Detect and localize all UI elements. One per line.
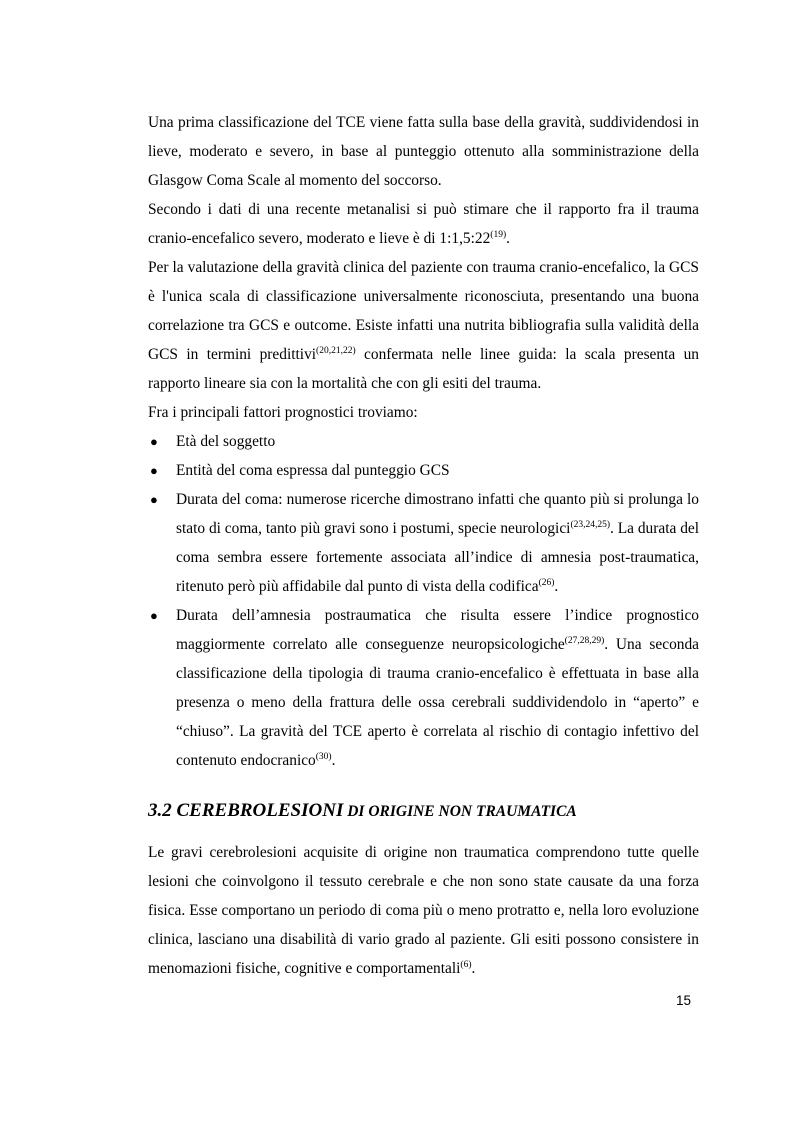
list-item-text: Età del soggetto bbox=[176, 433, 276, 450]
list-item-text: . Una seconda classificazione della tipologia di trauma cranio-encefalico è effettuata in base alla presenza o meno della frattura delle ossa cerebrali suddividendolo in “aperto” e “chiuso”. La gravità del TCE aperto è correlata al rischio di contagio infettivo del contenuto endocranico bbox=[176, 636, 699, 769]
list-item bbox=[148, 456, 699, 485]
list-item-text: Durata dell’amnesia postraumatica che risulta essere l’indice prognostico maggiormente correlato alle conseguenze neuropsicologiche bbox=[176, 607, 699, 653]
citation-ref: (20,21,22) bbox=[316, 346, 356, 356]
paragraph-text: Le gravi cerebrolesioni acquisite di origine non traumatica comprendono tutte quelle lesioni che coinvolgono il tessuto cerebrale e che non sono state causate da una forza fisica. Esse comportano un periodo di coma più o meno protratto e, nella loro evoluzione clinica, lasciano una disabilità di vario grado al paziente. Gli esiti possono consistere in menomazioni fisiche, cognitive e comportamentali bbox=[148, 844, 699, 977]
paragraph-text: Per la valutazione della gravità clinica del paziente con trauma cranio-encefalico, la GCS è l'unica scala di classificazione universalmente riconosciuta, presentando una buona correlazione tra GCS e outcome. Esiste infatti una nutrita bibliografia sulla validità della GCS in termini predittivi bbox=[148, 259, 699, 363]
citation-ref: (19) bbox=[490, 230, 507, 240]
page-content bbox=[148, 108, 699, 983]
section-heading-main: 3.2 CEREBROLESIONI bbox=[148, 800, 344, 821]
prognostic-factors-list bbox=[148, 427, 699, 775]
list-item-text: Durata del coma: numerose ricerche dimostrano infatti che quanto più si prolunga lo stato di coma, tanto più gravi sono i postumi, specie neurologici bbox=[176, 491, 699, 537]
list-item bbox=[148, 601, 699, 775]
paragraph-text: . bbox=[471, 960, 476, 977]
list-item bbox=[148, 485, 699, 601]
paragraph-classification: Una prima classificazione del TCE viene fatta sulla base della gravità, suddividendosi in lieve, moderato e severo, in base al punteggio ottenuto alla somministrazione della Glasgow Coma Scale al momento del soccorso. bbox=[148, 114, 699, 189]
paragraph-text: confermata nelle linee guida: la scala presenta un rapporto lineare sia con la mortalità che con gli esiti del trauma. bbox=[148, 346, 699, 392]
citation-ref: (26) bbox=[538, 578, 555, 588]
bullet-icon: ● bbox=[150, 434, 158, 449]
list-item bbox=[148, 427, 699, 456]
section-paragraph bbox=[148, 838, 699, 983]
list-item-text: Entità del coma espressa dal punteggio GCS bbox=[176, 462, 450, 479]
bullet-icon: ● bbox=[150, 492, 158, 507]
bullet-icon: ● bbox=[150, 608, 158, 623]
page-number: 15 bbox=[676, 993, 692, 1008]
citation-ref: (6) bbox=[460, 960, 472, 970]
citation-ref: (23,24,25) bbox=[570, 520, 611, 530]
paragraph-gcs bbox=[148, 253, 699, 398]
citation-ref: (30) bbox=[315, 752, 332, 762]
paragraph-text: Secondo i dati di una recente metanalisi si può stimare che il rapporto fra il trauma cranio-encefalico severo, moderato e lieve è di 1:1,5:22 bbox=[148, 201, 699, 247]
list-item-text: . La durata del coma sembra essere fortemente associata all’indice di amnesia post-traumatica, ritenuto però più affidabile dal punto di vista della codifica bbox=[176, 520, 699, 595]
section-heading-rest: DI ORIGINE NON TRAUMATICA bbox=[343, 803, 577, 820]
section-heading bbox=[148, 799, 699, 824]
citation-ref: (27,28,29) bbox=[564, 636, 605, 646]
list-item-text: . bbox=[331, 752, 336, 769]
bullet-icon: ● bbox=[150, 463, 158, 478]
paragraph-text: . bbox=[506, 230, 510, 247]
list-item-text: . bbox=[554, 578, 559, 595]
paragraph-metanalysis bbox=[148, 195, 699, 253]
paragraph-factors-intro: Fra i principali fattori prognostici troviamo: bbox=[148, 404, 418, 421]
